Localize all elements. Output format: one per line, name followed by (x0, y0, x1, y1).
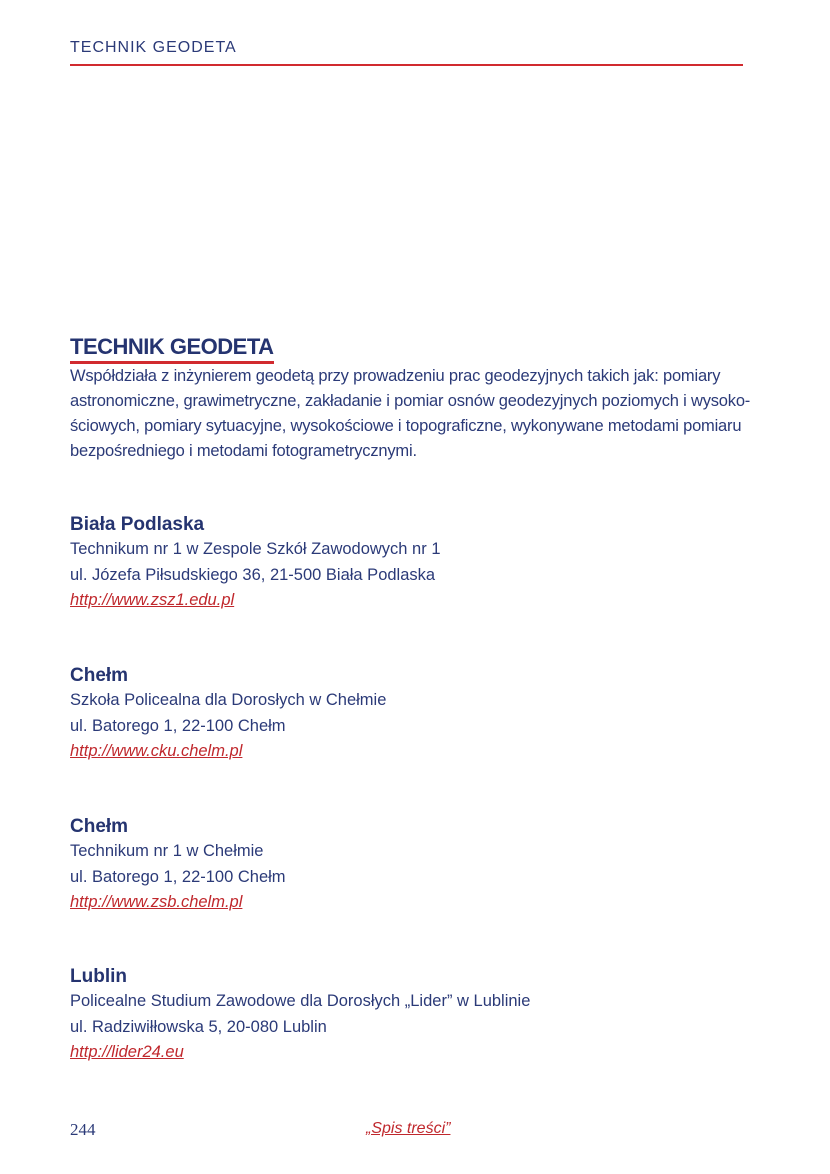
table-of-contents-link[interactable]: „Spis treści” (366, 1120, 451, 1137)
description-line: astronomiczne, grawimetryczne, zakładanie i pomiar osnów geodezyjnych poziomych i wysoko- (70, 392, 751, 410)
school-city: Biała Podlaska (70, 514, 205, 535)
description-line: ściowych, pomiary sytuacyjne, wysokościowe i topograficzne, wykonywane metodami pomiaru (70, 417, 742, 435)
school-city: Lublin (70, 966, 127, 987)
school-address: ul. Batorego 1, 22-100 Chełm (70, 716, 286, 735)
running-header: TECHNIK GEODETA (70, 39, 237, 56)
school-link[interactable]: http://lider24.eu (70, 1042, 184, 1061)
school-entry (70, 814, 286, 915)
section-description (70, 364, 750, 464)
school-name: Technikum nr 1 w Chełmie (70, 842, 264, 861)
school-address: ul. Batorego 1, 22-100 Chełm (70, 867, 286, 886)
header-divider (70, 64, 743, 66)
school-link[interactable]: http://www.zsb.chelm.pl (70, 892, 243, 911)
school-link[interactable]: http://www.cku.chelm.pl (70, 741, 243, 760)
description-line: Współdziała z inżynierem geodetą przy prowadzeniu prac geodezyjnych takich jak: pomiary (70, 367, 721, 385)
school-name: Policealne Studium Zawodowe dla Dorosłych „Lider” w Lublinie (70, 992, 531, 1011)
school-entry (70, 512, 441, 613)
school-city: Chełm (70, 665, 129, 686)
page-number: 244 (70, 1120, 96, 1139)
school-link[interactable]: http://www.zsz1.edu.pl (70, 590, 235, 609)
school-city: Chełm (70, 816, 129, 837)
section-title: TECHNIK GEODETA (70, 334, 274, 364)
description-line: bezpośredniego i metodami fotogrametrycznymi. (70, 442, 417, 460)
school-entry (70, 964, 530, 1065)
school-entry (70, 663, 386, 764)
school-address: ul. Radziwiłłowska 5, 20-080 Lublin (70, 1017, 327, 1036)
school-name: Szkoła Policealna dla Dorosłych w Chełmie (70, 691, 387, 710)
school-address: ul. Józefa Piłsudskiego 36, 21-500 Biała Podlaska (70, 565, 436, 584)
school-name: Technikum nr 1 w Zespole Szkół Zawodowych nr 1 (70, 540, 441, 559)
